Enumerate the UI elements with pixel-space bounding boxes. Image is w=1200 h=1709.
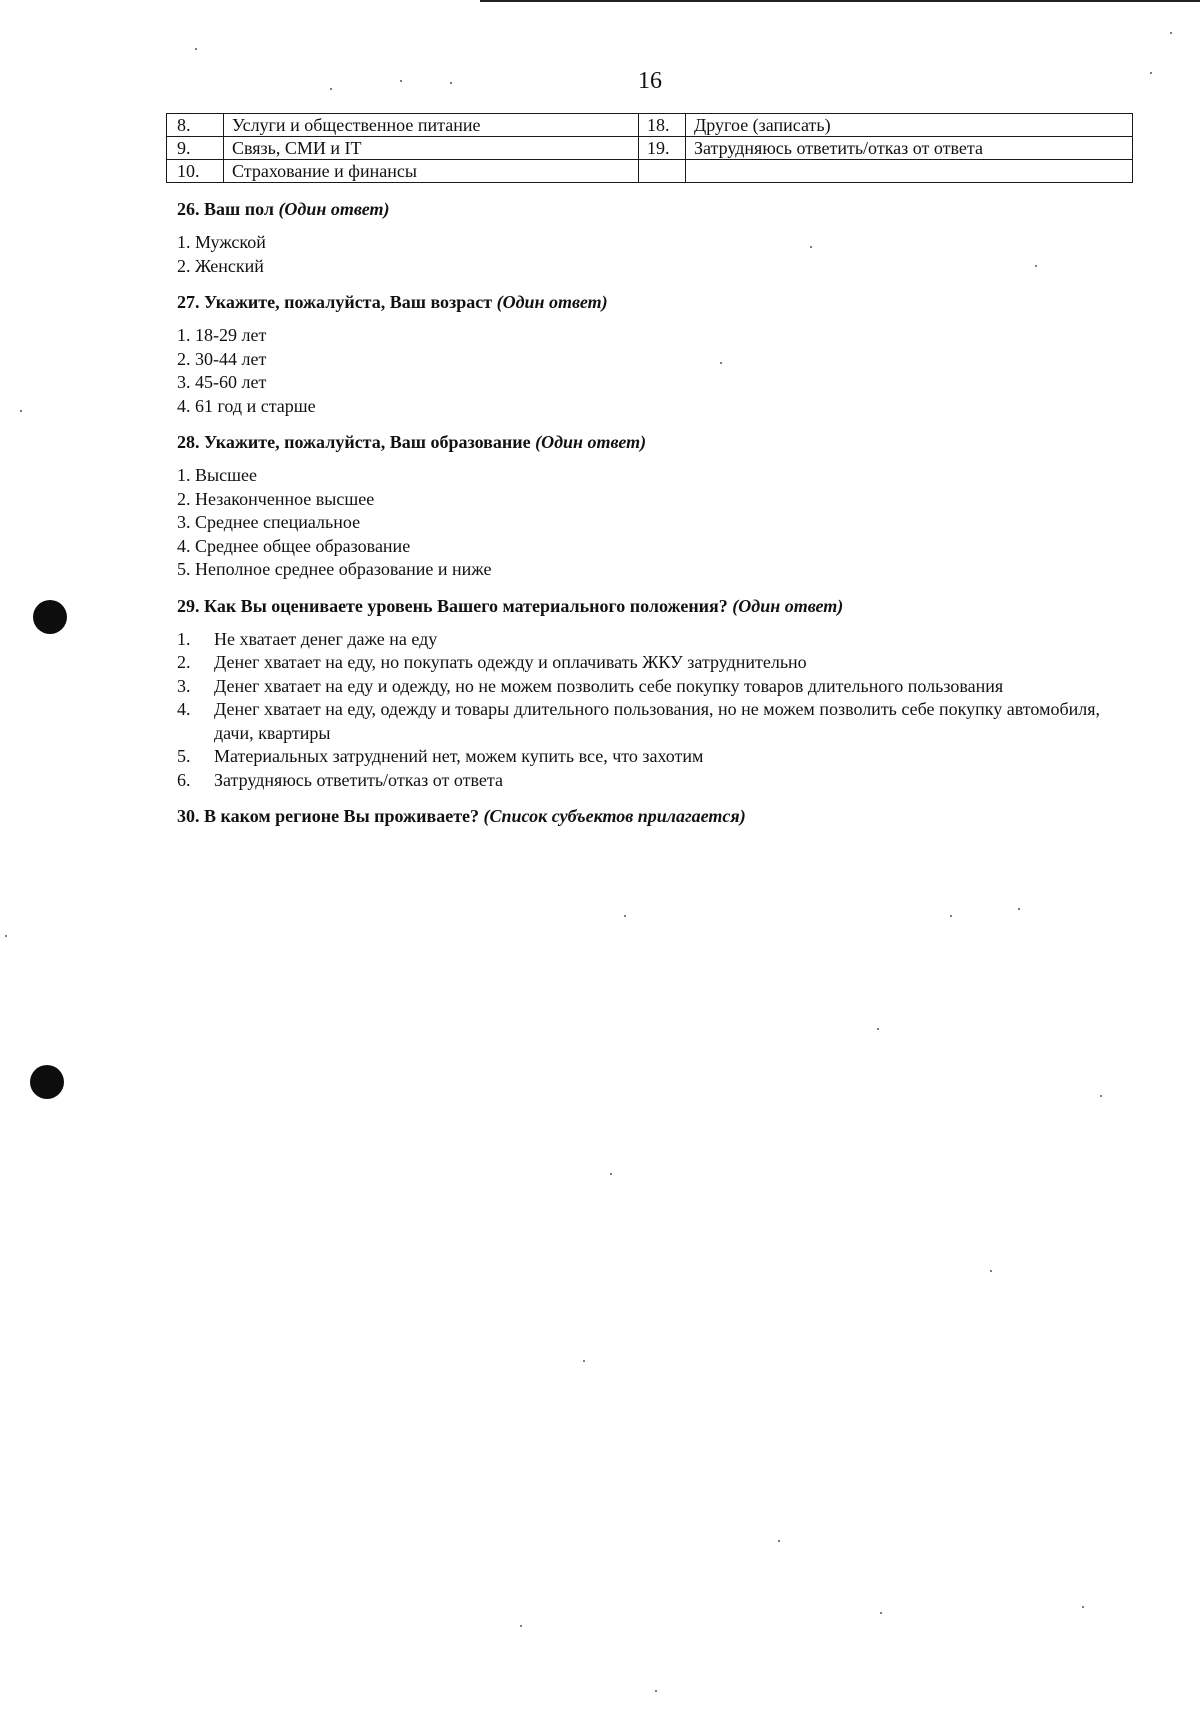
answer-text: Не хватает денег даже на еду: [214, 628, 438, 649]
list-item: 2. Незаконченное высшее: [177, 488, 375, 509]
scan-speck: [450, 82, 452, 84]
list-item: 1. Мужской: [177, 232, 266, 252]
row-number: [639, 160, 686, 183]
scan-speck: [20, 410, 22, 412]
row-number: 8.: [167, 114, 224, 137]
table-row: [167, 137, 1133, 160]
answer-text: Денег хватает на еду, но покупать одежду и оплачивать ЖКУ затруднительно: [214, 652, 807, 672]
question-hint: (Один ответ): [535, 432, 647, 452]
scan-speck: [583, 1360, 585, 1362]
scan-speck: [950, 915, 952, 917]
list-item: 3. Среднее специальное: [177, 512, 361, 532]
list-item: [177, 651, 1107, 675]
answer-number: 5.: [177, 746, 191, 766]
scan-speck: [720, 362, 722, 364]
punch-hole-lower: [30, 1065, 64, 1099]
row-label: [686, 160, 1133, 183]
question-hint: (Один ответ): [278, 199, 390, 219]
list-item: 1. 18-29 лет: [177, 325, 267, 345]
question-28-title: [177, 430, 1107, 454]
answer-text: Материальных затруднений нет, можем купить все, что захотим: [214, 746, 704, 766]
scan-speck: [1150, 72, 1152, 74]
row-label: Затрудняюсь ответить/отказ от ответа: [686, 137, 1133, 160]
list-item: 2. Женский: [177, 255, 264, 276]
table-row: [167, 114, 1133, 137]
answer-list: [177, 464, 1107, 582]
answer-list: [177, 628, 1107, 793]
scan-speck: [610, 1173, 612, 1175]
list-item: 2. 30-44 лет: [177, 348, 267, 369]
question-hint: (Один ответ): [496, 292, 608, 312]
list-item: [177, 698, 1107, 745]
scan-speck: [1100, 1095, 1102, 1097]
question-30-title: [177, 804, 1107, 828]
scan-speck: [5, 935, 7, 937]
questionnaire-body: [177, 197, 1107, 838]
page-number: 16: [638, 68, 662, 94]
list-item: [177, 769, 1107, 793]
question-hint: (Список субъектов прилагается): [483, 806, 746, 826]
row-number: 9.: [167, 137, 224, 160]
scan-speck: [624, 915, 626, 917]
question-text: 30. В каком регионе Вы проживаете?: [177, 806, 480, 826]
question-text: 29. Как Вы оцениваете уровень Вашего материального положения?: [177, 595, 728, 616]
list-item: [177, 675, 1107, 699]
question-text: 28. Укажите, пожалуйста, Ваш образование: [177, 432, 531, 452]
scan-speck: [990, 1270, 992, 1272]
question-text: 27. Укажите, пожалуйста, Ваш возраст: [177, 292, 493, 312]
scan-speck: [1035, 265, 1037, 267]
punch-hole-upper: [33, 600, 67, 634]
row-number: 18.: [639, 114, 686, 137]
scan-speck: [1082, 1606, 1084, 1608]
answer-number: 6.: [177, 769, 191, 790]
scan-speck: [1170, 32, 1172, 34]
question-hint: (Один ответ): [732, 595, 844, 616]
row-label: Другое (записать): [686, 114, 1133, 137]
row-label: Связь, СМИ и IT: [224, 137, 639, 160]
sector-table: [166, 113, 1133, 183]
scan-speck: [778, 1540, 780, 1542]
answer-number: 2.: [177, 652, 191, 672]
question-29-title: [177, 594, 1107, 618]
answer-list: [177, 231, 1107, 278]
question-27-title: [177, 290, 1107, 314]
answer-list: [177, 324, 1107, 418]
scan-speck: [400, 80, 402, 82]
scan-speck: [880, 1612, 882, 1614]
table-row: [167, 160, 1133, 183]
top-scan-rule: [480, 0, 1200, 2]
answer-text: Денег хватает на еду и одежду, но не можем позволить себе покупку товаров длительного пользования: [214, 675, 1004, 696]
list-item: 4. Среднее общее образование: [177, 535, 411, 556]
answer-text: Денег хватает на еду, одежду и товары длительного пользования, но не можем позволить себе покупку автомобиля, дачи, квартиры: [214, 699, 1101, 743]
row-label: Страхование и финансы: [224, 160, 639, 183]
answer-number: 1.: [177, 628, 191, 649]
scan-speck: [330, 88, 332, 90]
row-label: Услуги и общественное питание: [224, 114, 639, 137]
scan-speck: [1018, 908, 1020, 910]
row-number: 10.: [167, 160, 224, 183]
list-item: [177, 745, 1107, 769]
question-26-title: [177, 197, 1107, 221]
question-text: 26. Ваш пол: [177, 199, 274, 219]
list-item: 5. Неполное среднее образование и ниже: [177, 559, 492, 579]
list-item: 3. 45-60 лет: [177, 372, 267, 392]
scan-speck: [520, 1625, 522, 1627]
row-number: 19.: [639, 137, 686, 160]
scan-speck: [655, 1690, 657, 1692]
scan-speck: [195, 48, 197, 50]
scan-speck: [810, 246, 812, 248]
list-item: 4. 61 год и старше: [177, 395, 316, 416]
answer-number: 3.: [177, 675, 191, 696]
list-item: 1. Высшее: [177, 465, 257, 485]
answer-text: Затрудняюсь ответить/отказ от ответа: [214, 769, 503, 790]
answer-number: 4.: [177, 699, 191, 719]
scan-speck: [877, 1028, 879, 1030]
list-item: [177, 628, 1107, 652]
